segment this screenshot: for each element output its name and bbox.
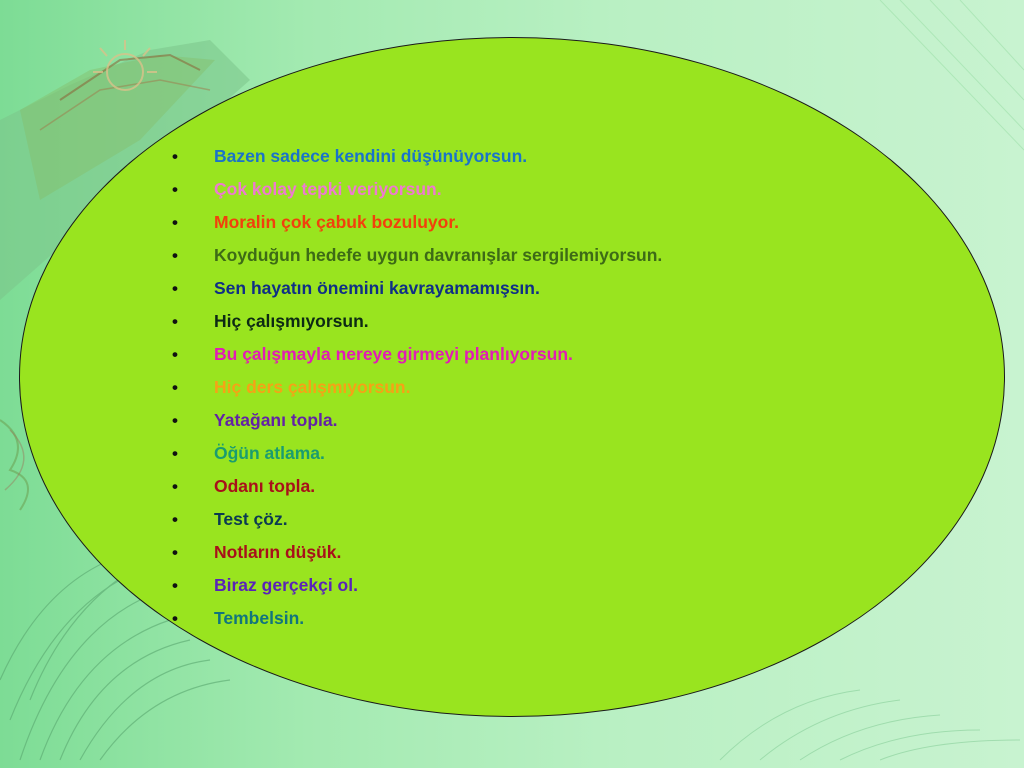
- list-item: [170, 338, 662, 371]
- bullet-icon: •: [172, 609, 178, 628]
- list-item: [170, 140, 662, 173]
- list-item: [170, 536, 662, 569]
- bullet-icon: •: [172, 180, 178, 199]
- list-item-text: Odanı topla.: [214, 476, 316, 496]
- list-item-text: Hiç ders çalışmıyorsun.: [214, 377, 411, 397]
- bullet-list: [170, 140, 662, 635]
- bullet-icon: •: [172, 576, 178, 595]
- bullet-icon: •: [172, 147, 178, 166]
- list-item: [170, 272, 662, 305]
- bullet-icon: •: [172, 246, 178, 265]
- list-item: [170, 569, 662, 602]
- list-item: [170, 602, 662, 635]
- list-item-text: Bazen sadece kendini düşünüyorsun.: [214, 146, 528, 166]
- bullet-icon: •: [172, 378, 178, 397]
- bullet-icon: •: [172, 345, 178, 364]
- list-item-text: Hiç çalışmıyorsun.: [214, 311, 369, 331]
- list-item-text: Moralin çok çabuk bozuluyor.: [214, 212, 460, 232]
- list-item: [170, 206, 662, 239]
- list-item-text: Biraz gerçekçi ol.: [214, 575, 358, 595]
- bullet-icon: •: [172, 510, 178, 529]
- list-item-text: Koyduğun hedefe uygun davranışlar sergilemiyorsun.: [214, 245, 663, 265]
- list-item-text: Bu çalışmayla nereye girmeyi planlıyorsun.: [214, 344, 573, 364]
- bullet-icon: •: [172, 543, 178, 562]
- list-item-text: Test çöz.: [214, 509, 288, 529]
- list-item-text: Tembelsin.: [214, 608, 305, 628]
- bullet-icon: •: [172, 312, 178, 331]
- list-item: [170, 437, 662, 470]
- list-item-text: Çok kolay tepki veriyorsun.: [214, 179, 442, 199]
- list-item-text: Notların düşük.: [214, 542, 342, 562]
- list-item: [170, 239, 662, 272]
- list-item: [170, 404, 662, 437]
- bullet-icon: •: [172, 477, 178, 496]
- list-item-text: Öğün atlama.: [214, 443, 325, 463]
- bullet-icon: •: [172, 411, 178, 430]
- bullet-icon: •: [172, 279, 178, 298]
- list-item: [170, 371, 662, 404]
- bullet-icon: •: [172, 444, 178, 463]
- list-item-text: Yatağanı topla.: [214, 410, 338, 430]
- bullet-icon: •: [172, 213, 178, 232]
- list-item: [170, 503, 662, 536]
- list-item: [170, 305, 662, 338]
- list-item-text: Sen hayatın önemini kavrayamamışsın.: [214, 278, 540, 298]
- list-item: [170, 173, 662, 206]
- list-item: [170, 470, 662, 503]
